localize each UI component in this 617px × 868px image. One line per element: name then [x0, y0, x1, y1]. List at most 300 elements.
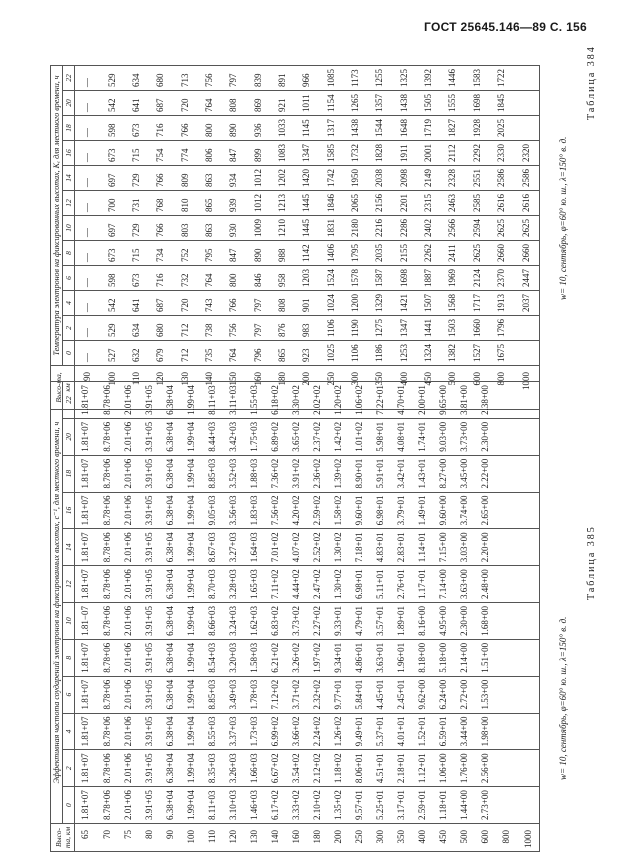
value-cell: 1.18+02 [328, 750, 349, 787]
value-cell: 797 [246, 316, 270, 341]
value-cell: 3.37+03 [223, 713, 244, 750]
value-cell: 1503 [441, 316, 465, 341]
value-cell: 1.99+04 [181, 676, 202, 713]
table-row [319, 66, 343, 410]
value-cell: 8.70+03 [202, 566, 223, 603]
value-cell: 1202 [270, 166, 294, 191]
value-cell [517, 676, 540, 713]
value-cell: 8.78+06 [97, 639, 118, 676]
value-cell: 2201 [392, 191, 416, 216]
value-cell: 2262 [416, 241, 440, 266]
value-cell: 2.73+00 [475, 787, 496, 824]
value-cell: 1445 [295, 216, 319, 241]
value-cell: 766 [222, 291, 246, 316]
value-cell: 720 [173, 91, 197, 116]
value-cell: 3.91+05 [139, 639, 160, 676]
value-cell: 1.44+00 [454, 787, 475, 824]
table-row [181, 382, 202, 852]
value-cell: 529 [100, 316, 124, 341]
value-cell: 9.60+00 [433, 492, 454, 529]
value-cell: 1.76+00 [454, 750, 475, 787]
table-row [244, 382, 265, 852]
value-cell: 680 [149, 66, 173, 91]
value-cell: 752 [173, 241, 197, 266]
value-cell: 6.38+04 [160, 418, 181, 455]
value-cell: 4.07+02 [286, 529, 307, 566]
value-cell: 3.49+03 [223, 676, 244, 713]
value-cell: 1.58+02 [328, 492, 349, 529]
value-cell: 1828 [368, 141, 392, 166]
value-cell: 529 [100, 66, 124, 91]
value-cell: 1555 [441, 91, 465, 116]
table-row [97, 382, 118, 852]
value-cell: 1.62+03 [244, 603, 265, 640]
value-cell: 847 [222, 241, 246, 266]
value-cell: 1.81+07 [75, 639, 97, 676]
hour-header: 4 [63, 713, 75, 750]
value-cell: 923 [295, 341, 319, 366]
table-row [197, 66, 221, 410]
height-cell: 180 [307, 824, 328, 852]
value-cell: 1.74+01 [412, 418, 433, 455]
value-cell: 8.27+00 [433, 455, 454, 492]
value-cell [496, 382, 517, 419]
value-cell: — [75, 266, 101, 291]
value-cell: 1324 [416, 341, 440, 366]
table384 [50, 65, 540, 410]
value-cell: 1317 [319, 116, 343, 141]
value-cell: 1.81+07 [75, 492, 97, 529]
value-cell: 527 [100, 341, 124, 366]
value-cell: 7.12+02 [265, 676, 286, 713]
value-cell: 634 [125, 66, 149, 91]
value-cell: 764 [197, 91, 221, 116]
value-cell: — [75, 141, 101, 166]
hour-header: 6 [63, 676, 75, 713]
value-cell: 754 [149, 141, 173, 166]
value-cell: 6.38+04 [160, 492, 181, 529]
value-cell: 6.24+00 [433, 676, 454, 713]
value-cell: 2.27+02 [307, 603, 328, 640]
value-cell: 7.14+00 [433, 566, 454, 603]
value-cell: 1406 [319, 241, 343, 266]
value-cell: 988 [270, 241, 294, 266]
height-cell: 70 [97, 824, 118, 852]
value-cell: 1.99+04 [181, 787, 202, 824]
value-cell: 2551 [465, 166, 489, 191]
value-cell: 764 [197, 266, 221, 291]
value-cell: 1846 [319, 191, 343, 216]
value-cell: 2330 [489, 141, 513, 166]
value-cell: 3.54+02 [286, 750, 307, 787]
value-cell: 800 [197, 116, 221, 141]
value-cell: 729 [125, 216, 149, 241]
value-cell: 2035 [368, 241, 392, 266]
value-cell: 1795 [343, 241, 367, 266]
value-cell: 1.20+02 [328, 382, 349, 419]
value-cell: 1.81+07 [75, 676, 97, 713]
value-cell: 2.20+00 [475, 529, 496, 566]
value-cell: 2566 [441, 216, 465, 241]
value-cell: 2328 [441, 166, 465, 191]
value-cell: 1.52+01 [412, 713, 433, 750]
height-cell: 450 [433, 824, 454, 852]
value-cell: 3.27+03 [223, 529, 244, 566]
value-cell: 1.26+02 [328, 713, 349, 750]
value-cell: 2.45+01 [391, 676, 412, 713]
value-cell: 3.20+03 [223, 639, 244, 676]
value-cell [517, 566, 540, 603]
value-cell: 8.18+00 [412, 639, 433, 676]
height-cell: 500 [454, 824, 475, 852]
value-cell: 1.73+03 [244, 713, 265, 750]
value-cell: 2.59+02 [307, 492, 328, 529]
value-cell: 6.98+01 [349, 566, 370, 603]
value-cell: 2586 [514, 166, 540, 191]
table-row [328, 382, 349, 852]
value-cell: 2149 [416, 166, 440, 191]
value-cell: 3.65+02 [286, 418, 307, 455]
height-cell: 110 [202, 824, 223, 852]
value-cell: 632 [125, 341, 149, 366]
value-cell: 1578 [343, 266, 367, 291]
value-cell: 3.52+03 [223, 455, 244, 492]
value-cell: 7.22+01 [370, 382, 391, 419]
value-cell: 936 [246, 116, 270, 141]
value-cell: 542 [100, 91, 124, 116]
value-cell: 1.35+02 [328, 787, 349, 824]
value-cell: 2.30+00 [475, 418, 496, 455]
value-cell: 1.06+02 [349, 382, 370, 419]
value-cell: 1.89+01 [391, 603, 412, 640]
value-cell [496, 750, 517, 787]
value-cell: 6.67+02 [265, 750, 286, 787]
value-cell: 8.66+03 [202, 603, 223, 640]
table-row [475, 382, 496, 852]
value-cell: 3.17+01 [391, 787, 412, 824]
value-cell: 2065 [343, 191, 367, 216]
value-cell: 1.17+01 [412, 566, 433, 603]
value-cell: 3.91+02 [286, 455, 307, 492]
table-row [75, 382, 97, 852]
value-cell: 1732 [343, 141, 367, 166]
table-row [433, 382, 454, 852]
value-cell: 3.91+05 [139, 566, 160, 603]
value-cell: 810 [173, 191, 197, 216]
value-cell: 1033 [270, 116, 294, 141]
value-cell: 1.12+01 [412, 750, 433, 787]
value-cell: 774 [173, 141, 197, 166]
value-cell: 921 [270, 91, 294, 116]
value-cell: — [75, 291, 101, 316]
value-cell: 1928 [465, 116, 489, 141]
value-cell: 1.99+04 [181, 639, 202, 676]
value-cell: 1347 [392, 316, 416, 341]
value-cell: 2463 [441, 191, 465, 216]
height-cell: 1000 [517, 824, 540, 852]
table-row [514, 66, 540, 410]
value-cell: 1083 [270, 141, 294, 166]
value-cell: 901 [295, 291, 319, 316]
value-cell: 809 [173, 166, 197, 191]
value-cell: 2037 [514, 291, 540, 316]
value-cell [517, 529, 540, 566]
height-cell: 75 [118, 824, 139, 852]
value-cell: 1.99+04 [181, 603, 202, 640]
value-cell: 1420 [295, 166, 319, 191]
value-cell: 8.44+03 [202, 418, 223, 455]
value-cell: 2.24+02 [307, 713, 328, 750]
value-cell: 3.26+02 [286, 639, 307, 676]
value-cell: 1.65+03 [244, 566, 265, 603]
table384-subtitle: w= 10, сентябрь, φ=60° ю. ш., λ=150° в. д. [558, 136, 568, 300]
value-cell: 1392 [416, 66, 440, 91]
page-header: ГОСТ 25645.146—89 С. 156 [424, 20, 587, 34]
value-cell: 1.97+02 [307, 639, 328, 676]
value-cell: 797 [246, 291, 270, 316]
value-cell: 5.91+01 [370, 455, 391, 492]
value-cell: 1024 [319, 291, 343, 316]
value-cell: 4.70+01 [391, 382, 412, 419]
value-cell: 712 [173, 316, 197, 341]
value-cell: 1.18+01 [433, 787, 454, 824]
value-cell: 1.78+03 [244, 676, 265, 713]
hour-header: 0 [63, 341, 75, 366]
value-cell: 2.76+01 [391, 566, 412, 603]
value-cell: 8.78+06 [97, 529, 118, 566]
value-cell: 1106 [319, 316, 343, 341]
value-cell: 764 [222, 341, 246, 366]
value-cell: 4.79+01 [349, 603, 370, 640]
value-cell: 1347 [295, 141, 319, 166]
height-cell: 160 [246, 366, 270, 410]
hour-header: 10 [63, 603, 75, 640]
value-cell: 715 [125, 241, 149, 266]
value-cell: 8.35+03 [202, 750, 223, 787]
height-cell: 150 [222, 366, 246, 410]
value-cell: 3.91+05 [139, 750, 160, 787]
height-cell: 140 [265, 824, 286, 852]
table385 [50, 381, 540, 852]
value-cell: 2.02+02 [307, 382, 328, 419]
value-cell: 2.01+06 [118, 492, 139, 529]
value-cell: 2447 [514, 266, 540, 291]
value-cell: 6.59+01 [433, 713, 454, 750]
value-cell [496, 455, 517, 492]
value-cell: 1.99+04 [181, 382, 202, 419]
height-cell: 100 [181, 824, 202, 852]
value-cell: 2.32+02 [307, 676, 328, 713]
value-cell: 891 [270, 66, 294, 91]
value-cell: 3.91+05 [139, 787, 160, 824]
table-row [517, 382, 540, 852]
value-cell: 797 [222, 66, 246, 91]
value-cell: 1675 [489, 341, 513, 366]
table-row [139, 382, 160, 852]
table-row [465, 66, 489, 410]
hour-header: 12 [63, 566, 75, 603]
value-cell: 1.98+00 [475, 713, 496, 750]
value-cell: 3.73+02 [286, 603, 307, 640]
value-cell: 1.96+01 [391, 639, 412, 676]
value-cell: 1.81+07 [75, 566, 97, 603]
value-cell: 2156 [368, 191, 392, 216]
hour-header: 18 [63, 116, 75, 141]
table-row [454, 382, 475, 852]
value-cell: 2292 [465, 141, 489, 166]
value-cell: 1796 [489, 316, 513, 341]
value-cell: 7.56+02 [265, 492, 286, 529]
value-cell: 8.06+01 [349, 750, 370, 787]
value-cell: 2.37+02 [307, 418, 328, 455]
value-cell: 3.66+02 [286, 713, 307, 750]
value-cell: 731 [125, 191, 149, 216]
value-cell: 3.91+05 [139, 382, 160, 419]
value-cell: 1583 [465, 66, 489, 91]
value-cell: 6.89+02 [265, 418, 286, 455]
value-cell: 3.91+05 [139, 603, 160, 640]
value-cell: 2315 [416, 191, 440, 216]
value-cell: 1698 [465, 91, 489, 116]
value-cell: 1012 [246, 191, 270, 216]
table-row [391, 382, 412, 852]
value-cell: 2370 [489, 266, 513, 291]
hour-header: 12 [63, 191, 75, 216]
value-cell [517, 455, 540, 492]
value-cell: 2124 [465, 266, 489, 291]
value-cell: 2616 [514, 191, 540, 216]
value-cell: 9.77+01 [328, 676, 349, 713]
value-cell: 1831 [319, 216, 343, 241]
value-cell: 2616 [489, 191, 513, 216]
value-cell: 1106 [343, 341, 367, 366]
value-cell [517, 382, 540, 419]
value-cell [514, 91, 540, 116]
value-cell: 1.64+03 [244, 529, 265, 566]
value-cell: 8.78+06 [97, 382, 118, 419]
table384-grid [50, 65, 540, 410]
super-header: Эффективная частота соударений электронов на фиксированных высотах, с⁻¹, для местного времени, ч [51, 382, 63, 824]
height-cell: 110 [125, 366, 149, 410]
value-cell: 890 [222, 116, 246, 141]
value-cell: 865 [197, 191, 221, 216]
value-cell: 2180 [343, 216, 367, 241]
value-cell: 2038 [368, 166, 392, 191]
height-cell: 90 [75, 366, 101, 410]
value-cell: 3.91+05 [139, 676, 160, 713]
value-cell: 8.85+03 [202, 676, 223, 713]
table385-subtitle: w= 10, сентябрь, φ=60° ю. ш., λ=150° в. д. [558, 616, 568, 780]
value-cell: 3.03+00 [454, 529, 475, 566]
value-cell: 808 [222, 91, 246, 116]
value-cell: 1154 [319, 91, 343, 116]
value-cell: 876 [270, 316, 294, 341]
value-cell: 6.38+04 [160, 750, 181, 787]
height-cell: 80 [139, 824, 160, 852]
value-cell: 9.57+01 [349, 787, 370, 824]
value-cell: 7.11+02 [265, 566, 286, 603]
value-cell: 8.78+06 [97, 787, 118, 824]
super-header: Температура электронов на фиксированных высотах, Kₑ для местного времени, ч [51, 66, 63, 366]
value-cell: 1.99+04 [181, 418, 202, 455]
value-cell: 6.38+04 [160, 787, 181, 824]
value-cell: 716 [149, 266, 173, 291]
value-cell: 1913 [489, 291, 513, 316]
value-cell: 3.63+01 [370, 639, 391, 676]
value-cell: 1357 [368, 91, 392, 116]
value-cell [514, 341, 540, 366]
hour-header: 14 [63, 166, 75, 191]
table-row [149, 66, 173, 410]
value-cell: 3.28+03 [223, 566, 244, 603]
value-cell: 3.56+03 [223, 492, 244, 529]
value-cell: 800 [222, 266, 246, 291]
value-cell: 966 [295, 66, 319, 91]
value-cell: 1648 [392, 116, 416, 141]
value-cell: 3.74+00 [454, 492, 475, 529]
table-row [246, 66, 270, 410]
hour-header: 18 [63, 455, 75, 492]
value-cell: 1441 [416, 316, 440, 341]
value-cell: 1.81−07 [75, 603, 97, 640]
value-cell: 1085 [319, 66, 343, 91]
value-cell [496, 529, 517, 566]
value-cell [517, 492, 540, 529]
value-cell: 1265 [343, 91, 367, 116]
value-cell: — [75, 191, 101, 216]
value-cell [514, 316, 540, 341]
value-cell: 8.54+03 [202, 639, 223, 676]
value-cell: 2.48+00 [475, 566, 496, 603]
value-cell: 2594 [465, 216, 489, 241]
height-cell: 450 [416, 366, 440, 410]
value-cell: 8.78+06 [97, 492, 118, 529]
value-cell: 1.99+04 [181, 455, 202, 492]
value-cell: 6.18+02 [265, 382, 286, 419]
value-cell: 3.42+01 [391, 455, 412, 492]
value-cell: 846 [246, 266, 270, 291]
value-cell: 2402 [416, 216, 440, 241]
value-cell: 1.30+02 [328, 529, 349, 566]
value-cell: 1.99+04 [181, 713, 202, 750]
value-cell: 3.24+03 [223, 603, 244, 640]
value-cell: 939 [222, 191, 246, 216]
value-cell [496, 787, 517, 824]
table-row [173, 66, 197, 410]
value-cell [517, 603, 540, 640]
value-cell: 6.38+04 [160, 713, 181, 750]
table-row [370, 382, 391, 852]
height-cell: 120 [223, 824, 244, 852]
value-cell: 716 [149, 116, 173, 141]
value-cell: 2.22+00 [475, 455, 496, 492]
value-cell: 4.83+01 [370, 529, 391, 566]
table-row [202, 382, 223, 852]
value-cell: 6.38+04 [160, 382, 181, 419]
hour-header: 8 [63, 241, 75, 266]
value-cell: 1660 [465, 316, 489, 341]
value-cell: 5.84+01 [349, 676, 370, 713]
value-cell: 1969 [441, 266, 465, 291]
value-cell: 673 [125, 116, 149, 141]
value-cell: 1.39+02 [328, 455, 349, 492]
height-cell: 800 [489, 366, 513, 410]
value-cell: 869 [246, 91, 270, 116]
height-header: Высо-та, км [51, 366, 75, 410]
value-cell: 4.95+00 [433, 603, 454, 640]
height-cell: 130 [244, 824, 265, 852]
value-cell: 9.34+01 [328, 639, 349, 676]
